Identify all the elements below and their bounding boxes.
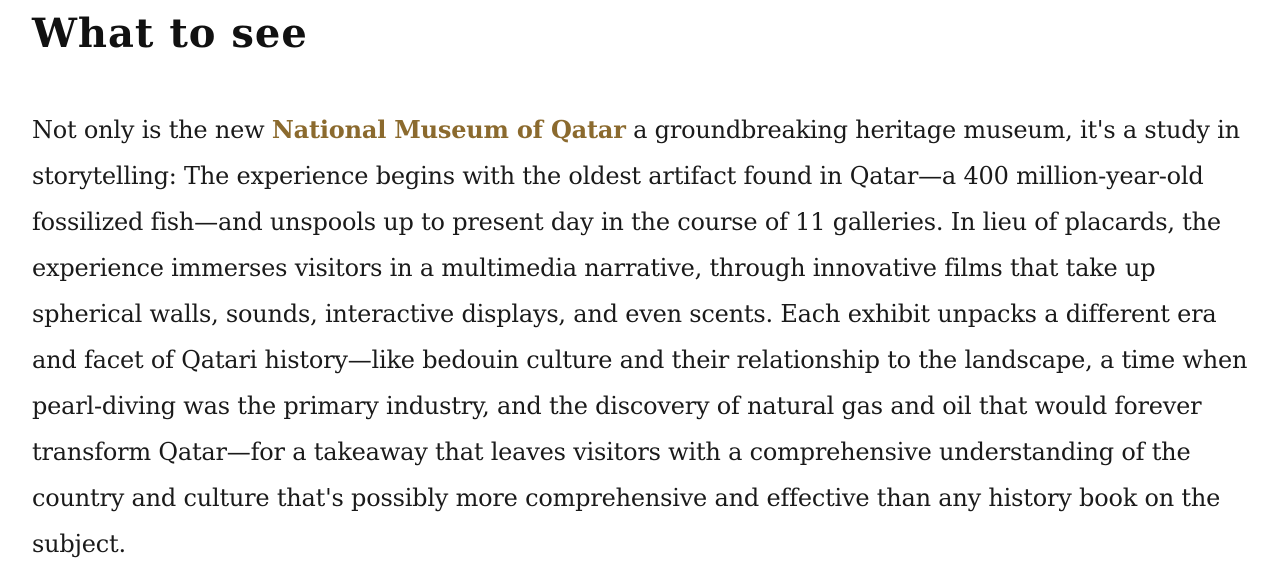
paragraph-text-after-link: a groundbreaking heritage museum, it's a study in storytelling: The experience begins with the oldest artifact found in Qatar—a 400 million-year-old fossilized fish—and unspools up to present day in the course of 11 galleries. In lieu of placards, the experience immerses visitors in a multimedia narrative, through innovative films that take up spherical walls, sounds, interactive displays, and even scents. Each exhibit unpacks a different era and facet of Qatari history—like bedouin culture and their relationship to the landscape, a time when pearl-diving was the primary industry, and the discovery of natural gas and oil that would forever transform Qatar—for a takeaway that leaves visitors with a comprehensive understanding of the country and culture that's possibly more comprehensive and effective than any history book on the subject. — [32, 116, 1248, 558]
national-museum-link[interactable]: National Museum of Qatar — [271, 115, 626, 144]
article-section — [32, 0, 1262, 567]
paragraph-text-before-link: Not only is the new — [32, 116, 272, 144]
section-paragraph — [32, 107, 1262, 567]
section-heading: What to see — [32, 10, 308, 57]
